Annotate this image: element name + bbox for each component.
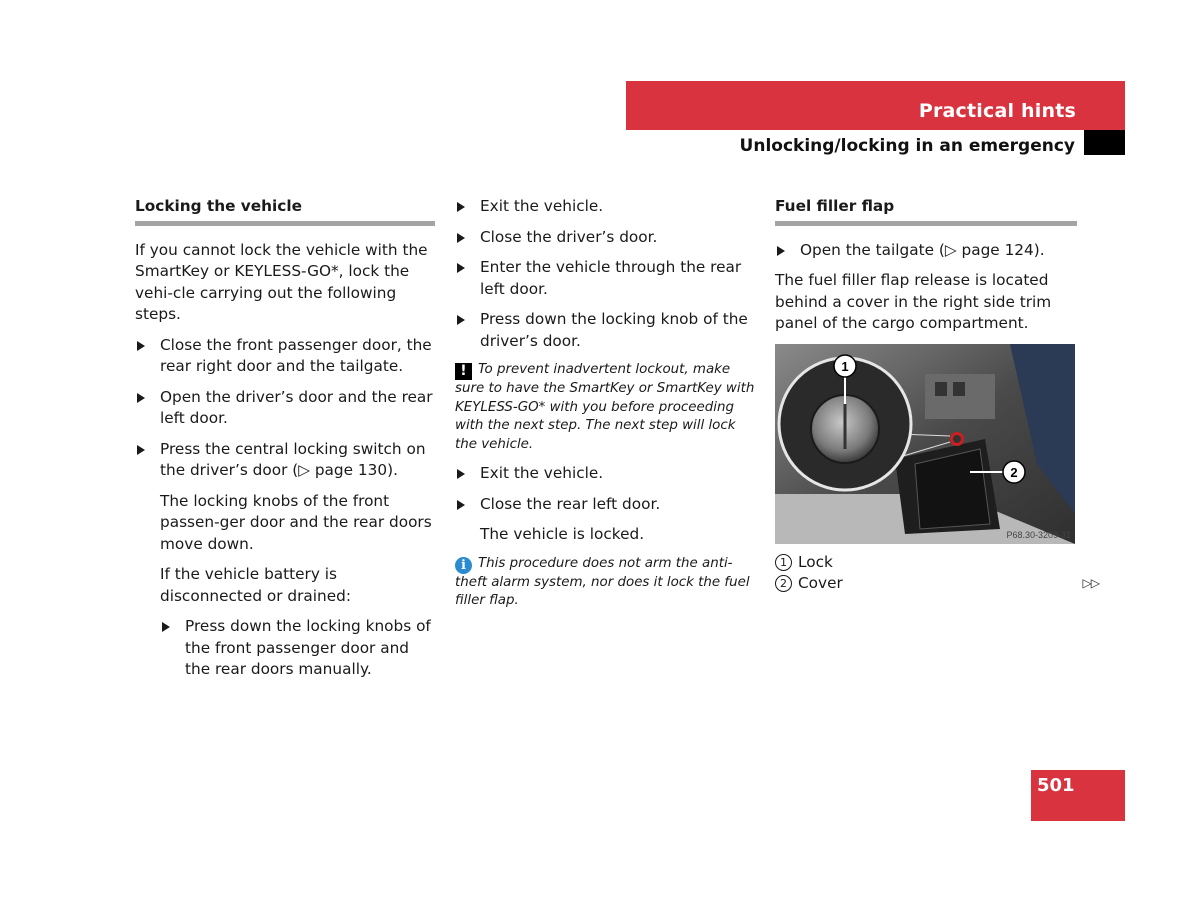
section-marker: [1084, 130, 1125, 155]
step-item: Exit the vehicle.: [455, 463, 757, 485]
column-continued-steps: [455, 196, 757, 620]
legend-number: 1: [775, 554, 792, 571]
warning-text: To prevent inadvertent lockout, make sure to have the SmartKey or SmartKey with KEYLESS-GO* with you before proceeding with the next step. The next step will lock the vehicle.: [455, 362, 755, 452]
step-item: Close the driver’s door.: [455, 227, 757, 249]
result-text: The locking knobs of the front passen-ger door and the rear doors move down.: [160, 491, 432, 553]
heading-locking-vehicle: Locking the vehicle: [135, 196, 435, 226]
warning-note: [455, 361, 757, 454]
chapter-title: Practical hints: [918, 100, 1076, 122]
intro-text: If you cannot lock the vehicle with the SmartKey or KEYLESS-GO*, lock the vehi-cle carrying out the following steps.: [135, 240, 428, 323]
page-number: 501: [1037, 775, 1075, 796]
continued-arrow-icon: ▷▷: [1082, 575, 1099, 590]
legend-item: [775, 573, 1077, 595]
callout-number-1: 1: [841, 358, 849, 374]
photo-illustration: [775, 344, 1075, 544]
step-item: Press down the locking knob of the driver’s door.: [455, 309, 757, 352]
column-fuel-filler-flap: [775, 196, 1099, 595]
column-locking-vehicle: [135, 196, 435, 690]
photo-legend: [775, 552, 1099, 595]
legend-number: 2: [775, 575, 792, 592]
substep-item: Press down the locking knobs of the front passenger door and the rear doors manually.: [160, 616, 435, 681]
heading-fuel-filler-flap: Fuel filler flap: [775, 196, 1077, 226]
switch-block: [953, 382, 965, 396]
callout-number-2: 2: [1010, 464, 1018, 480]
step-item: Open the driver’s door and the rear left door.: [135, 387, 435, 430]
result-text: The vehicle is locked.: [480, 525, 645, 543]
step-item: Exit the vehicle.: [455, 196, 757, 218]
panel-switches: [925, 374, 995, 419]
description-text: The fuel filler flap release is located behind a cover in the right side trim panel of the cargo compartment.: [775, 271, 1052, 332]
step-item: Open the tailgate (▷ page 124).: [775, 240, 1077, 262]
step-item: Close the rear left door.: [455, 494, 757, 516]
step-item: Press the central locking switch on the driver’s door (▷ page 130).: [135, 439, 435, 482]
info-note: [455, 555, 757, 611]
photo-code: P68.30-3209-31: [1006, 529, 1071, 540]
step-item: Close the front passenger door, the rear right door and the tailgate.: [135, 335, 435, 378]
legend-item: [775, 552, 1077, 574]
section-title: Unlocking/locking in an emergency: [739, 136, 1075, 156]
info-text: This procedure does not arm the anti-theft alarm system, nor does it lock the fuel filler flap.: [455, 555, 750, 608]
cover-panel: [915, 449, 990, 529]
cargo-compartment-photo: [775, 344, 1075, 544]
info-icon: i: [455, 557, 472, 574]
warning-icon: !: [455, 363, 472, 380]
legend-label: Lock: [798, 552, 833, 571]
switch-block: [935, 382, 947, 396]
condition-text: If the vehicle battery is disconnected or drained:: [160, 565, 351, 605]
step-item: Enter the vehicle through the rear left door.: [455, 257, 757, 300]
legend-label: Cover: [798, 574, 843, 592]
fuel-release-knob: [953, 435, 961, 443]
